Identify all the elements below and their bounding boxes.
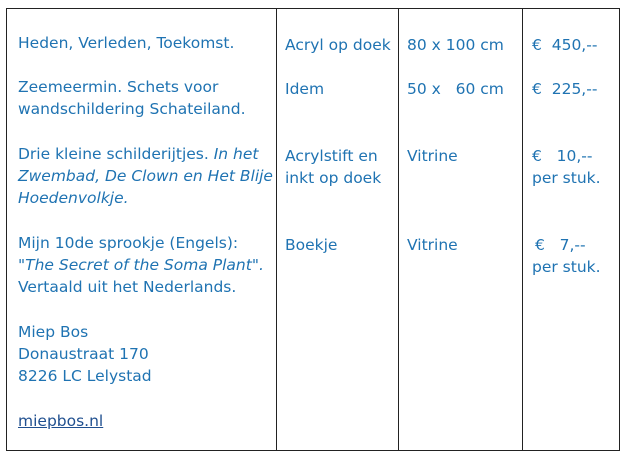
artwork-2-title-line2: wandschildering Schateiland.: [18, 100, 246, 118]
artwork-3-price-unit: per stuk.: [532, 169, 601, 187]
artwork-1-title: Heden, Verleden, Toekomst.: [18, 34, 235, 52]
artwork-2-title-line1: Zeemeermin. Schets voor: [18, 78, 219, 96]
artwork-3-title-plain: Drie kleine schilderijtjes.: [18, 145, 214, 163]
artwork-3-title-line2: Zwembad, De Clown en Het Blije: [18, 167, 273, 185]
medium-column: [277, 9, 399, 451]
artwork-3-title-italic: In het: [213, 145, 259, 163]
artwork-3-medium-line1: Acrylstift en: [285, 147, 378, 165]
artwork-3-location: Vitrine: [407, 147, 458, 165]
artwork-3-medium-line2: inkt op doek: [285, 169, 382, 187]
contact-name: Miep Bos: [18, 323, 89, 341]
price-column: [523, 9, 620, 451]
artwork-4-medium: Boekje: [285, 236, 338, 254]
size-column: [399, 9, 523, 451]
artwork-3-title-line3: Hoedenvolkje.: [18, 189, 129, 207]
description-column: [7, 9, 277, 451]
contact-city: 8226 LC Lelystad: [18, 367, 152, 385]
artwork-price-table: [6, 8, 620, 451]
contact-street: Donaustraat 170: [18, 345, 149, 363]
artwork-1-price: € 450,--: [532, 36, 598, 54]
artwork-2-price: € 225,--: [532, 80, 598, 98]
artwork-4-title-line1: Mijn 10de sprookje (Engels):: [18, 234, 239, 252]
table-row: [7, 9, 620, 451]
artwork-2-medium: Idem: [285, 80, 325, 98]
artwork-3-title-line1: [18, 143, 259, 165]
artwork-1-size: 80 x 100 cm: [407, 36, 504, 54]
artwork-4-price: € 7,--: [535, 236, 586, 254]
artwork-2-size: 50 x 60 cm: [407, 80, 504, 98]
artwork-4-price-unit: per stuk.: [532, 258, 601, 276]
artwork-4-location: Vitrine: [407, 236, 458, 254]
artwork-1-medium: Acryl op doek: [285, 36, 391, 54]
artwork-3-price: € 10,--: [532, 147, 593, 165]
artwork-4-title-line2: "The Secret of the Soma Plant".: [18, 256, 264, 274]
website-link[interactable]: miepbos.nl: [18, 412, 104, 430]
artwork-4-title-line3: Vertaald uit het Nederlands.: [18, 278, 237, 296]
